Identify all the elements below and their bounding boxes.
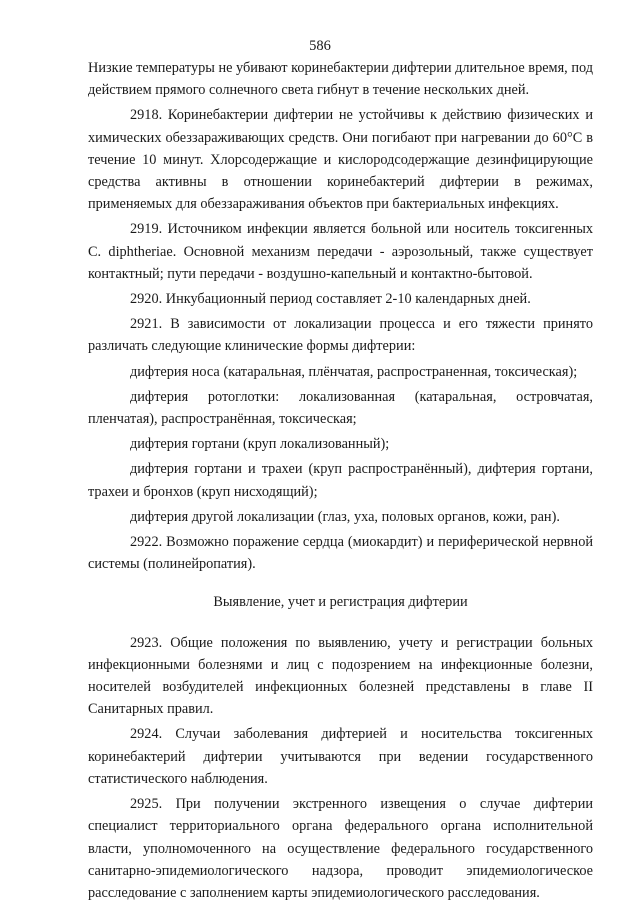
paragraph-2923: 2923. Общие положения по выявлению, учету и регистрации больных инфекционными болезнями и лиц с подозрением на инфекционные болезни, носителей возбудителей инфекционных болезней представлены в главе II Санитарных правил.	[88, 634, 593, 718]
page-number: 586	[309, 38, 331, 54]
form-other: дифтерия другой локализации (глаз, уха, половых органов, кожи, ран).	[130, 508, 560, 525]
section-heading: Выявление, учет и регистрация дифтерии	[213, 594, 468, 611]
form-larynx: дифтерия гортани (круп локализованный);	[130, 436, 390, 453]
paragraph-2925: 2925. При получении экстренного извещения о случае дифтерии специалист территориального органа федерального органа исполнительной власти, уполномоченного на осуществление федерального государственного санитарно-эпидемиологического надзора, проводит эпидемиологическое расследование с заполнением карты эпидемиологического расследования.	[88, 796, 593, 901]
paragraph-2920: 2920. Инкубационный период составляет 2-10 календарных дней.	[130, 291, 531, 308]
form-oropharynx: дифтерия ротоглотки: локализованная (катаральная, островчатая, пленчатая), распространённая, токсическая;	[88, 388, 593, 428]
paragraph-2918: 2918. Коринебактерии дифтерии не устойчивы к действию физических и химических обеззараживающих средств. Они погибают при нагревании до 60°С в течение 10 минут. Хлорсодержащие и кислородсодержащие дезинфицирующие средства активны в отношении коринебактерий дифтерии в режимах, применяемых для обеззараживания объектов при бактериальных инфекциях.	[88, 107, 593, 213]
paragraph-2924: 2924. Случаи заболевания дифтерией и носительства токсигенных коринебактерий дифтерии учитываются при ведении государственного статистического наблюдения.	[88, 726, 593, 787]
form-nose: дифтерия носа (катаральная, плёнчатая, распространенная, токсическая);	[130, 363, 578, 380]
form-larynx-trachea: дифтерия гортани и трахеи (круп распространённый), дифтерия гортани, трахеи и бронхов (круп нисходящий);	[88, 461, 593, 500]
paragraph-2919: 2919. Источником инфекции является больной или носитель токсигенных C. diphtheriae. Основной механизм передачи - аэрозольный, также существует контактный; пути передачи - воздушно-капельный и контактно-бытовой.	[88, 221, 593, 282]
paragraph-low-temperature: Низкие температуры не убивают коринебактерии дифтерии длительное время, под действием прямого солнечного света гибнут в течение нескольких дней.	[88, 60, 593, 99]
document-body	[88, 57, 593, 907]
paragraph-2921: 2921. В зависимости от локализации процесса и его тяжести принято различать следующие клинические формы дифтерии:	[88, 316, 593, 355]
paragraph-2922: 2922. Возможно поражение сердца (миокардит) и периферической нервной системы (полинейропатия).	[88, 534, 593, 573]
